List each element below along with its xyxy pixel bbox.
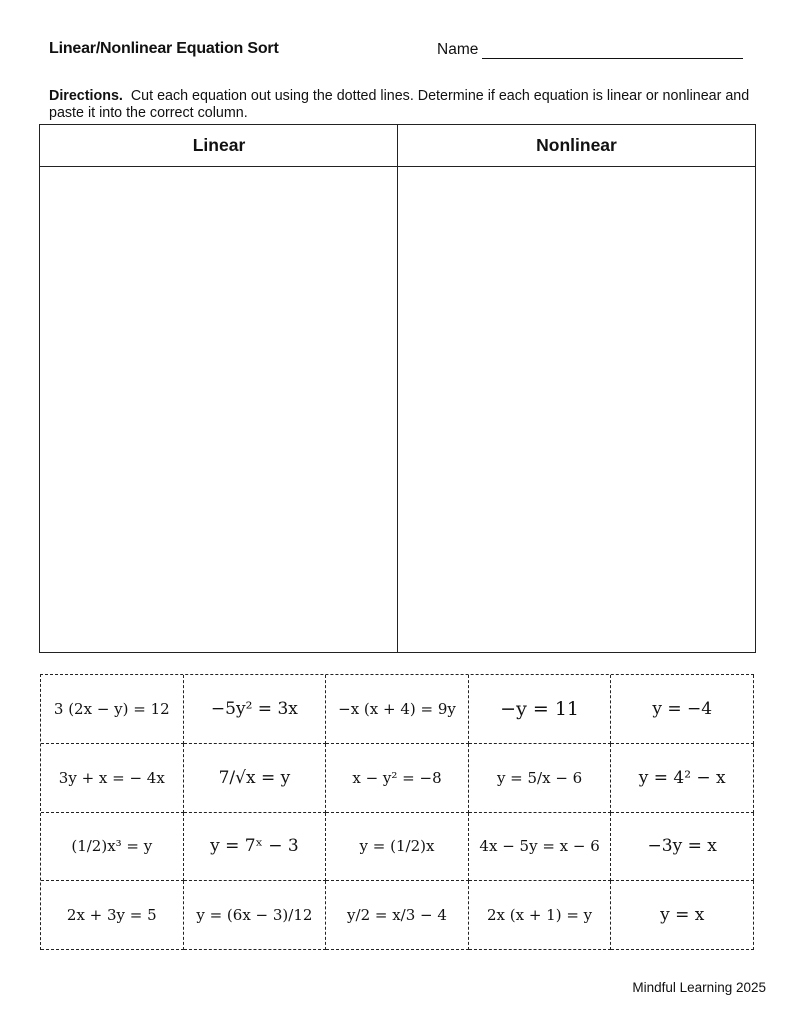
equation-card[interactable]: 3 (2x − y) = 12 bbox=[41, 675, 184, 744]
equation-card[interactable]: 2x + 3y = 5 bbox=[41, 881, 184, 950]
equation-card[interactable]: y = 5/x − 6 bbox=[469, 744, 612, 813]
linear-drop-area[interactable] bbox=[40, 167, 397, 652]
column-header-nonlinear: Nonlinear bbox=[536, 135, 617, 155]
footer-credit: Mindful Learning 2025 bbox=[632, 980, 766, 995]
name-label: Name bbox=[437, 41, 479, 58]
equation-card[interactable]: x − y² = −8 bbox=[326, 744, 469, 813]
equation-card[interactable]: y/2 = x/3 − 4 bbox=[326, 881, 469, 950]
equation-card[interactable]: y = 7ˣ − 3 bbox=[184, 813, 327, 882]
equation-card[interactable]: y = 4² − x bbox=[611, 744, 754, 813]
equation-card[interactable]: −x (x + 4) = 9y bbox=[326, 675, 469, 744]
equation-card[interactable]: y = (6x − 3)/12 bbox=[184, 881, 327, 950]
column-header-linear: Linear bbox=[192, 135, 246, 155]
equation-card[interactable]: (1/2)x³ = y bbox=[41, 813, 184, 882]
directions bbox=[49, 88, 759, 122]
equation-card[interactable]: 3y + x = − 4x bbox=[41, 744, 184, 813]
nonlinear-drop-area[interactable] bbox=[398, 167, 755, 652]
equation-card[interactable]: −5y² = 3x bbox=[184, 675, 327, 744]
equation-card[interactable]: −3y = x bbox=[611, 813, 754, 882]
equation-card[interactable]: 4x − 5y = x − 6 bbox=[469, 813, 612, 882]
equation-card[interactable]: −y = 11 bbox=[469, 675, 612, 744]
equation-card[interactable]: y = −4 bbox=[611, 675, 754, 744]
directions-label: Directions. bbox=[49, 88, 123, 104]
name-blank-line[interactable] bbox=[482, 41, 743, 59]
equation-card[interactable]: 2x (x + 1) = y bbox=[469, 881, 612, 950]
equation-card[interactable]: y = x bbox=[611, 881, 754, 950]
directions-text: Cut each equation out using the dotted lines. Determine if each equation is linear or nonlinear and paste it into the correct column. bbox=[49, 88, 750, 121]
name-field[interactable] bbox=[437, 41, 743, 59]
equation-card[interactable]: 7/√x = y bbox=[184, 744, 327, 813]
worksheet-title: Linear/Nonlinear Equation Sort bbox=[49, 40, 279, 57]
equation-card[interactable]: y = (1/2)x bbox=[326, 813, 469, 882]
sort-table bbox=[39, 124, 756, 653]
equation-cards-grid bbox=[40, 674, 754, 950]
